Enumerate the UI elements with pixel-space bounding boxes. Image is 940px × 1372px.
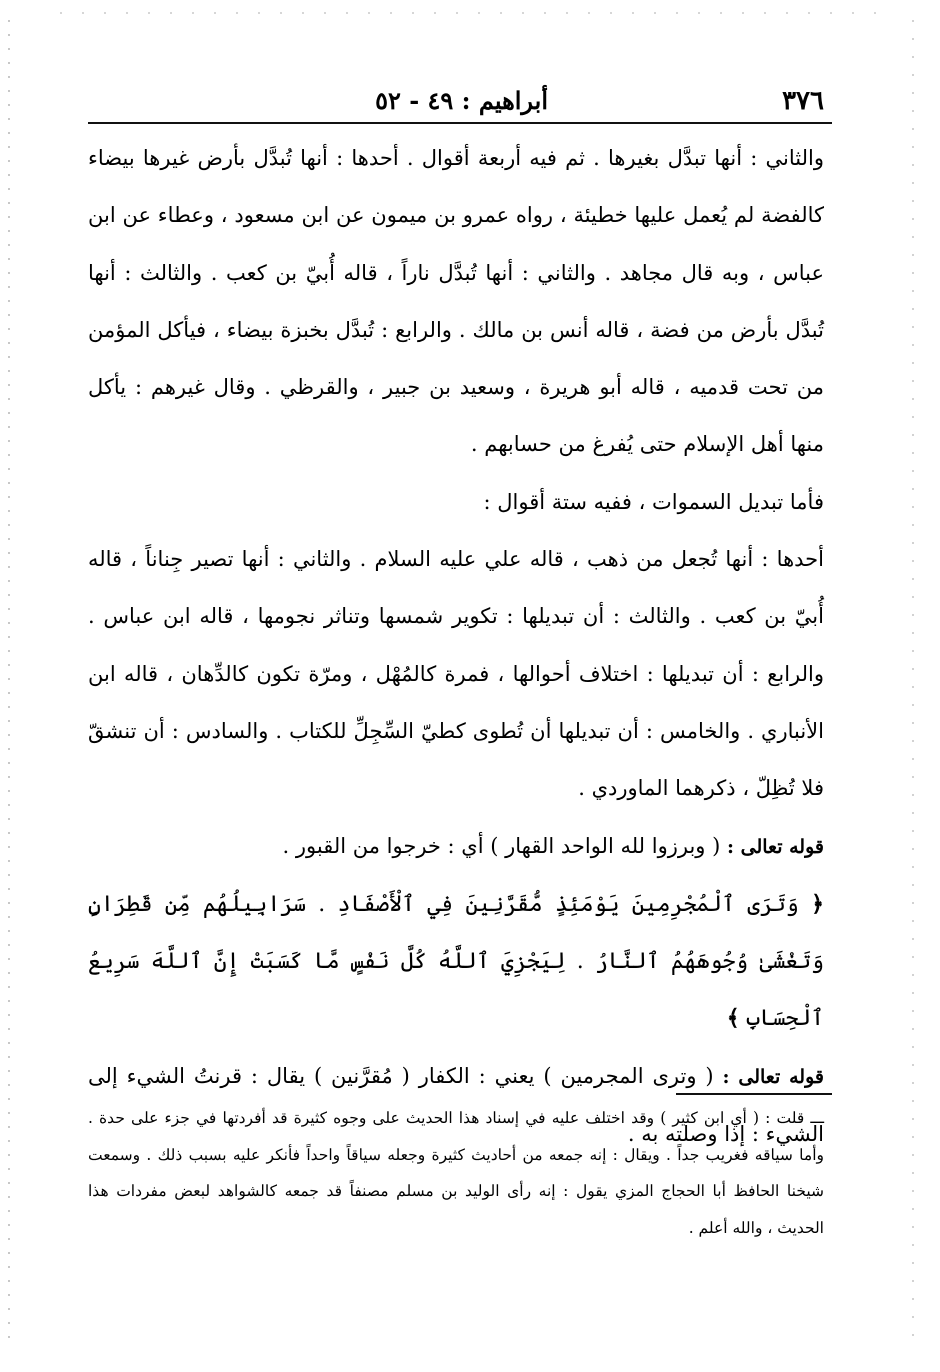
verse-lead-label: قوله تعالى : <box>722 1065 824 1088</box>
verse-lead-label: قوله تعالى : <box>727 835 824 858</box>
page-header <box>88 86 824 122</box>
paragraph-heavens-opinions: أحدها : أنها تُجعل من ذهب ، قاله علي عليه السلام . والثاني : أنها تصير جِناناً ، قاله أُبيّ بن كعب . والثالث : أن تبديلها : تكوير شمسها وتناثر نجومها ، قاله ابن عباس . والرابع : أن تبديلها : اختلاف أحوالها ، فمرة كالمُهْل ، ومرّة تكون كالدِّهان ، قاله ابن الأنباري . والخامس : أن تبديلها أن تُطوى كطيّ السِّجِلِّ للكتاب . والسادس : أن تنشقّ فلا تُظِلّ ، ذكرهما الماوردي . <box>88 547 824 801</box>
footnote-text: ـــ قلت : ( أي ابن كثير ) وقد اختلف عليه في إسناد هذا الحديث على وجوه كثيرة قد أفردتها في جزء على حدة . وأما سياقه فغريب جداً . ويقال : إنه جمعه من أحاديث كثيرة وجعله سياقاً واحداً فأنكر عليه بسبب ذلك . وسمعت شيخنا الحافظ أبا الحجاج المزي يقول : إنه رأى الوليد بن مسلم مصنفاً قد جمعه كالشواهد لبعض مفردات هذا الحديث ، والله أعلم . <box>88 1109 824 1237</box>
quran-open-bracket: ﴿ <box>811 890 825 917</box>
scan-edge-dots-right <box>912 20 914 1340</box>
main-text <box>88 130 824 1163</box>
verse-commentary-text: ( وبرزوا لله الواحد القهار ) أي : خرجوا من القبور . <box>282 833 721 858</box>
header-rule <box>88 122 832 124</box>
paragraph-heavens-intro: فأما تبديل السموات ، ففيه ستة أقوال : <box>483 489 824 514</box>
paragraph-earth-replacement: والثاني : أنها تبدَّل بغيرها . ثم فيه أربعة أقوال . أحدها : أنها تُبدَّل بأرض غيرها بيضاء كالفضة لم يُعمل عليها خطيئة ، رواه عمرو بن ميمون عن ابن مسعود ، وعطاء عن ابن عباس ، وبه قال مجاهد . والثاني : أنها تُبدَّل ناراً ، قاله أُبيّ بن كعب . والثالث : أنها تُبدَّل بأرض من فضة ، قاله أنس بن مالك . والرابع : تُبدَّل بخبزة بيضاء ، فيأكل المؤمن من تحت قدميه ، قاله أبو هريرة ، وسعيد بن جبير ، والقرظي . وقال غيرهم : يأكل منها أهل الإسلام حتى يُفرغ من حسابهم . <box>88 146 824 457</box>
quran-verse-text: وَتَرَى ٱلْمُجْرِمِينَ يَوْمَئِذٍ مُّقَرَّنِينَ فِي ٱلْأَصْفَادِ . سَرَابِيلُهُم مِّن قَطِرَانٍ وَتَغْشَىٰ وُجُوهَهُمُ ٱلنَّارُ . لِيَجْزِيَ ٱللَّهُ كُلَّ نَفْسٍ مَّا كَسَبَتْ إِنَّ ٱللَّهَ سَرِيعُ ٱلْحِسَابِ <box>88 891 824 1032</box>
scan-edge-dots-left <box>8 20 10 1340</box>
scan-edge-dots-top <box>60 12 880 14</box>
paragraph-verse-commentary-1 <box>88 818 824 876</box>
quran-close-bracket: ﴾ <box>726 1005 740 1032</box>
footnote-rule <box>676 1093 832 1095</box>
quran-verse-block <box>88 876 824 1048</box>
running-title: أبراهيم : ٤٩ - ٥٢ <box>375 86 548 115</box>
page-number: ٣٧٦ <box>782 86 824 116</box>
footnote-section <box>88 1100 824 1246</box>
verse-commentary-text: ( وترى المجرمين ) يعني : الكفار ( مُقرَّنين ) يقال : قرنتُ الشيء إلى الشيء : إذا وصلته به . <box>88 1063 824 1147</box>
